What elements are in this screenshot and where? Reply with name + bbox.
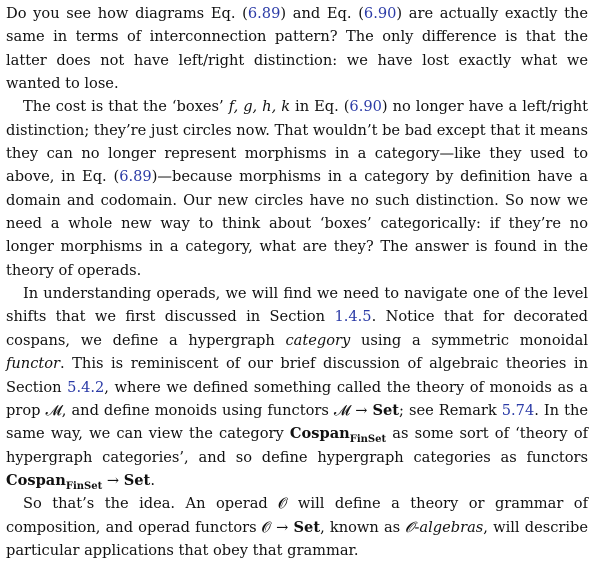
bold-text: Cospan <box>289 425 350 443</box>
cross-reference-link[interactable]: 6.89 <box>247 5 281 22</box>
text-run: using a symmetric monoidal <box>350 331 588 349</box>
text-run: ; see Remark <box>399 401 502 419</box>
text-run: . In the same way, we can view the category <box>6 401 588 443</box>
bold-text: Set <box>293 518 321 536</box>
text-run: . Notice that for decorated cospans, we define a hypergraph <box>6 308 588 349</box>
text-run: ) no longer have a left/right distinction; they’re just circles now. That wouldn’t be bad except that it means they can no longer represent morphisms in a category—like they used to above, in Eq. ( <box>6 98 588 186</box>
bold-text: Cospan <box>6 471 66 489</box>
text-run: )—because morphisms in a category by definition have a domain and codomain. Our new circles have no such distinction. So now we need a whole new way to think about ‘boxes’ categorically: if they’re no longer morphisms in a category, what are they? The answer is found in the theory of operads. <box>6 168 588 279</box>
text-run: ) and Eq. ( <box>280 5 364 22</box>
text-run: as some sort of ‘theory of hypergraph categories’, and so define hypergraph categories as functors <box>6 425 589 466</box>
text-run: So that’s the idea. An operad 𝓞 will define a theory or grammar of composition, and operad functors 𝓞 → <box>6 495 588 536</box>
emphasized-text: f, g, h, k <box>228 98 291 116</box>
paragraph-4 <box>6 492 588 562</box>
text-run: , will describe particular applications that obey that grammar. <box>6 518 588 559</box>
text-run: In understanding operads, we will find we need to navigate one of the level shifts that we first discussed in Section <box>6 285 588 326</box>
cross-reference-link[interactable]: 1.4.5 <box>334 308 372 326</box>
cross-reference-link[interactable]: 6.90 <box>349 98 382 116</box>
text-run: ) are actually exactly the same in terms of interconnection pattern? The only difference is that the latter does not have left/right distinction: we have lost exactly what we wanted to lose. <box>6 5 588 93</box>
emphasized-text: functor <box>6 355 60 373</box>
emphasized-text: 𝓞-algebras <box>405 518 484 536</box>
paragraph-1 <box>6 2 588 95</box>
text-run: The cost is that the ‘boxes’ <box>23 98 229 116</box>
bold-text: Set <box>372 401 400 419</box>
subscript-text: FinSet <box>65 480 103 492</box>
cross-reference-link[interactable]: 5.74 <box>501 401 535 419</box>
text-run: Do you see how diagrams Eq. ( <box>6 5 248 22</box>
emphasized-text: category <box>285 331 351 349</box>
text-run: . This is reminiscent of our brief discussion of algebraic theories in Section <box>6 355 588 396</box>
text-run: , known as <box>320 518 406 536</box>
paragraph-3 <box>6 282 588 492</box>
text-run: , where we defined something called the theory of monoids as a prop 𝓜, and define monoids using functors 𝓜 → <box>6 378 588 419</box>
cross-reference-link[interactable]: 5.4.2 <box>67 378 105 396</box>
text-run: in Eq. ( <box>290 98 350 116</box>
cross-reference-link[interactable]: 6.89 <box>119 168 152 186</box>
text-run: → <box>102 471 124 489</box>
bold-text: Set <box>123 471 151 489</box>
cross-reference-link[interactable]: 6.90 <box>363 5 397 22</box>
paragraph-2 <box>6 95 588 282</box>
subscript-text: FinSet <box>349 434 387 446</box>
text-run: . <box>150 471 155 489</box>
